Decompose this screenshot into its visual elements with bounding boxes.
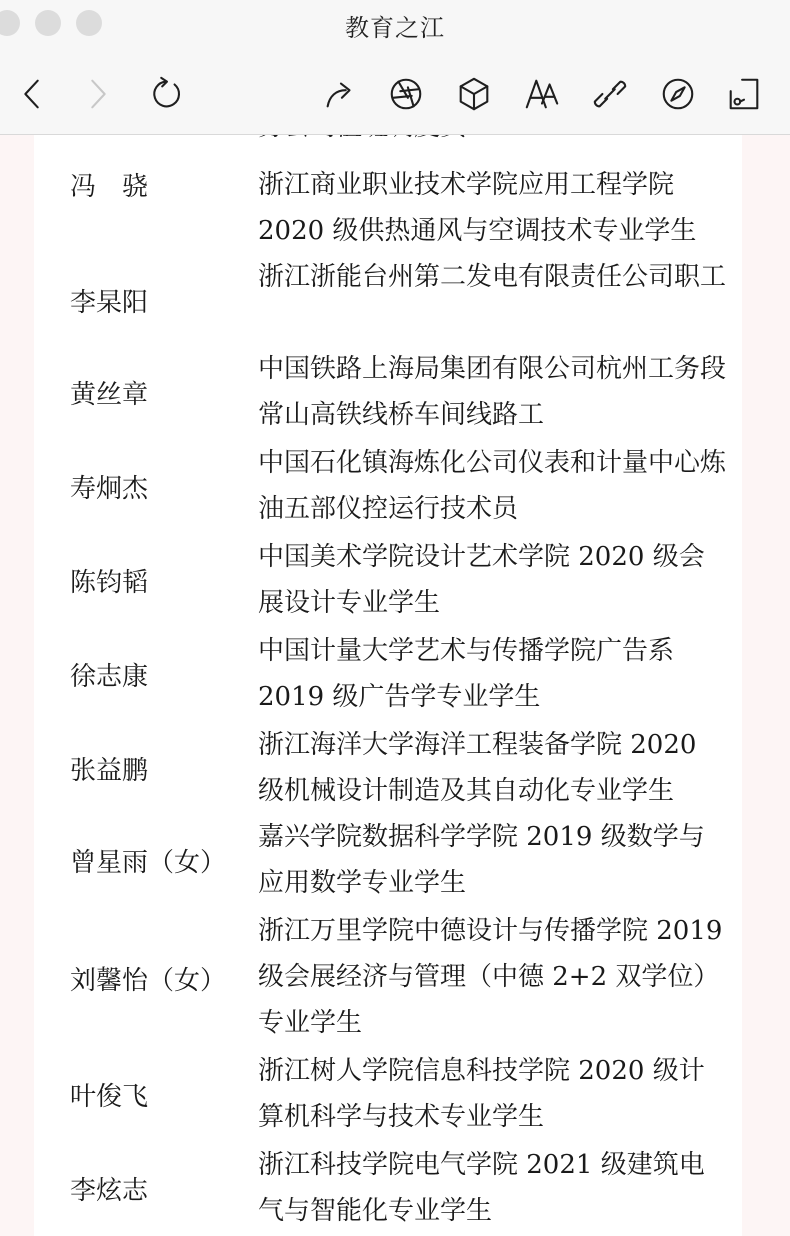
back-icon [13,75,51,113]
entry-name: 徐志康 [70,662,149,692]
page-background [0,134,790,1236]
entry-name: 李炫志 [70,1176,149,1206]
forward-icon [79,75,117,113]
entry-name: 寿炯杰 [70,474,149,504]
link-button[interactable] [588,72,632,116]
share-icon [321,75,359,113]
entry-name: 张益鹏 [70,756,149,786]
entry-desc: 嘉兴学院数据科学学院 2019 级数学与应用数学专业学生 [258,822,705,898]
compass-button[interactable] [656,72,700,116]
reload-icon [147,75,185,113]
entry-desc: 中国石化镇海炼化公司仪表和计量中心炼油五部仪控运行技术员 [258,448,727,524]
entry-name: 叶俊飞 [70,1082,149,1112]
document-sheet [34,134,742,1236]
entry-desc: 浙江万里学院中德设计与传播学院 2019 级会展经济与管理（中德 2+2 双学位）专业学生 [258,916,723,1038]
reader-icon [725,75,763,113]
entry-desc: 浙江商业职业技术学院应用工程学院 2020 级供热通风与空调技术专业学生 [258,170,697,246]
entry-name: 黄丝章 [70,380,149,410]
share-button[interactable] [318,72,362,116]
reader-button[interactable] [722,72,766,116]
text-size-button[interactable] [520,72,564,116]
entry-desc: 中国美术学院设计艺术学院 2020 级会展设计专业学生 [258,542,705,618]
browser-chrome [0,0,790,135]
entry-desc: 中国计量大学艺术与传播学院广告系 2019 级广告学专业学生 [258,636,675,712]
back-button[interactable] [10,72,54,116]
entry-name: 刘馨怡（女） [70,966,227,996]
text-size-icon [523,75,561,113]
aperture-icon [387,75,425,113]
cube-button[interactable] [452,72,496,116]
cube-icon [455,75,493,113]
window-title: 教育之江 [345,14,445,42]
entry-desc: 浙江浙能台州第二发电有限责任公司职工 [258,262,727,292]
entry-name: 李杲阳 [70,288,149,318]
entry-name: 冯 骁 [70,172,149,202]
entry-desc: 浙江海洋大学海洋工程装备学院 2020 级机械设计制造及其自动化专业学生 [258,730,697,806]
entry-desc: 浙江树人学院信息科技学院 2020 级计算机科学与技术专业学生 [258,1056,705,1132]
compass-icon [659,75,697,113]
entry-name: 陈钧韬 [70,568,149,598]
entry-name: 曾星雨（女） [70,848,227,878]
reload-button[interactable] [144,72,188,116]
entry-desc: 浙江科技学院电气学院 2021 级建筑电气与智能化专业学生 [258,1150,705,1226]
forward-button[interactable] [76,72,120,116]
entry-desc: 中国铁路上海局集团有限公司杭州工务段常山高铁线桥车间线路工 [258,354,727,430]
aperture-button[interactable] [384,72,428,116]
link-icon [591,75,629,113]
